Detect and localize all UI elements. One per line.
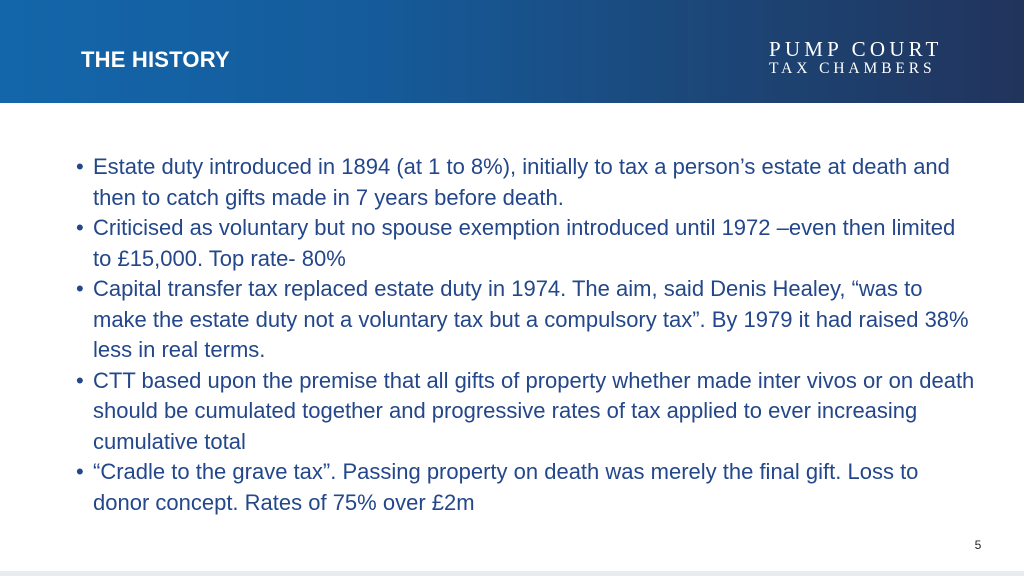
bottom-rule: [0, 571, 1024, 576]
bullet-text: CTT based upon the premise that all gifts of property whether made inter vivos or on death should be cumulated together and progressive rates of tax applied to ever increasing cumulative total: [93, 367, 975, 454]
bullet-dot-icon: •: [76, 367, 84, 393]
bullet-item: [76, 457, 976, 518]
bullet-dot-icon: •: [76, 276, 84, 301]
bullet-text: Criticised as voluntary but no spouse exemption introduced until 1972 –even then limited to £15,000. Top rate- 80%: [93, 215, 956, 271]
pump-court-logo: [769, 38, 969, 78]
bullet-text: “Cradle to the grave tax”. Passing property on death was merely the final gift. Loss to donor concept. Rates of 75% over £2m: [93, 459, 919, 515]
slide-title: THE HISTORY: [81, 47, 230, 72]
bullet-item: [76, 152, 976, 213]
logo-line-2: TAX CHAMBERS: [769, 60, 936, 77]
bullet-text: Capital transfer tax replaced estate duty in 1974. The aim, said Denis Healey, “was to make the estate duty not a voluntary tax but a compulsory tax”. By 1979 it had raised 38% less in real terms.: [93, 276, 969, 362]
bullet-item: [76, 213, 976, 274]
logo-line-1: PUMP COURT: [769, 37, 943, 61]
bullet-list: [76, 152, 976, 518]
bullet-dot-icon: •: [76, 154, 84, 179]
bullet-dot-icon: •: [76, 459, 84, 484]
header-banner: [0, 0, 1024, 103]
page-number: 5: [974, 538, 982, 552]
bullet-dot-icon: •: [76, 215, 84, 240]
bullet-text: Estate duty introduced in 1894 (at 1 to 8%), initially to tax a person’s estate at death and then to catch gifts made in 7 years before death.: [93, 154, 950, 210]
bullet-item: [76, 366, 976, 458]
bullet-item: [76, 274, 976, 366]
